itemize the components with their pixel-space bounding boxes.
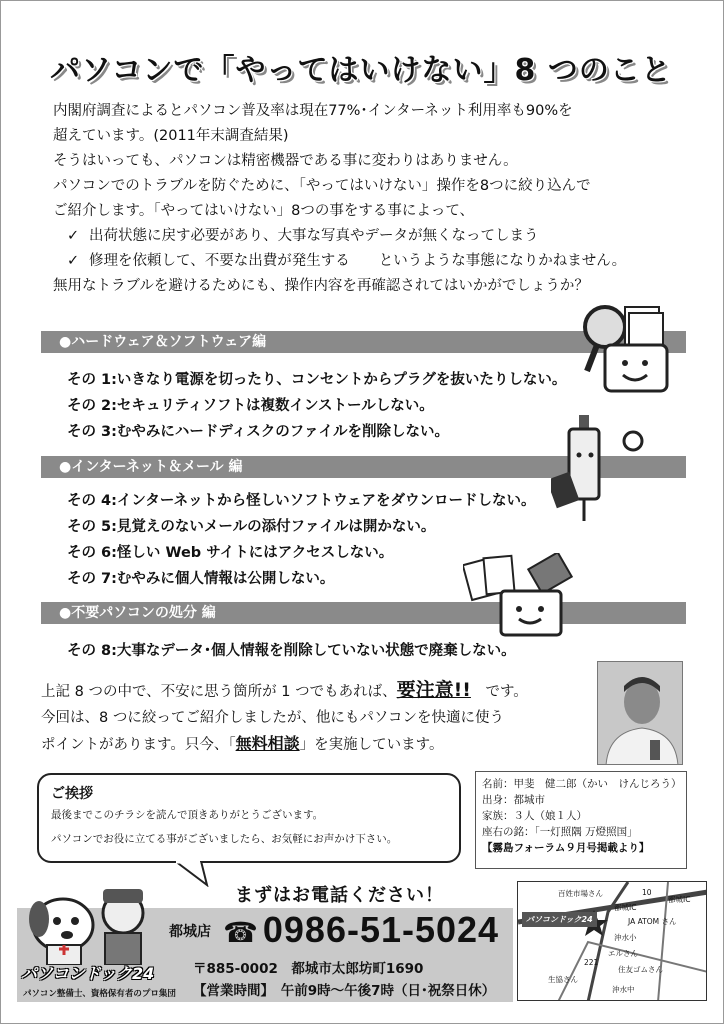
greeting-heading: ご挨拶 bbox=[51, 786, 93, 802]
closing-line bbox=[41, 731, 601, 758]
person-portrait-icon bbox=[598, 662, 683, 765]
flyer-title: パソコンで「やってはいけない」8 つのこと bbox=[50, 53, 672, 88]
closing-line bbox=[41, 677, 601, 705]
phone-digits: 0986-51-5024 bbox=[262, 909, 500, 950]
disposal-items bbox=[67, 638, 516, 664]
rule-item: その 3:むやみにハードディスクのファイルを削除しない。 bbox=[67, 424, 449, 440]
brand-tagline: パソコン整備士、資格保有者のプロ集団 bbox=[23, 989, 176, 999]
closing-text bbox=[41, 677, 601, 758]
location-map bbox=[517, 881, 707, 1001]
intro-line: パソコンでのトラブルを防ぐために、「やってはいけない」操作を8つに絞り込んで bbox=[53, 178, 591, 194]
intro-line: 超えています。(2011年末調査結果) bbox=[53, 128, 289, 144]
rule-item: その 5:見覚えのないメールの添付ファイルは開かない。 bbox=[67, 519, 436, 535]
intro-line: 内閣府調査によるとパソコン普及率は現在77%･インターネット利用率も90%を bbox=[53, 103, 573, 119]
intro-line: 無用なトラブルを避けるためにも、操作内容を再確認されてはいかがでしょうか？ bbox=[53, 278, 589, 294]
closing-text-part: ポイントがあります。只今、「 bbox=[41, 737, 236, 753]
check-item bbox=[53, 224, 673, 249]
closing-text-part: です。 bbox=[485, 684, 528, 700]
map-route-number: 221 bbox=[584, 958, 599, 967]
call-to-action: まずはお電話ください！ bbox=[235, 885, 444, 906]
section-heading-disposal: ●不要パソコンの処分 編 bbox=[41, 602, 686, 624]
free-consult-label: 無料相談 bbox=[235, 734, 300, 753]
profile-note: 【霧島フォーラム９月号掲載より】 bbox=[482, 842, 650, 854]
greeting-bubble bbox=[37, 773, 461, 863]
rule-item: その 8:大事なデータ･個人情報を削除していない状態で廃棄しない。 bbox=[67, 643, 516, 659]
check-text: 出荷状態に戻す必要があり、大事な写真やデータが無くなってしまう bbox=[89, 228, 539, 244]
check-icon: ✓ bbox=[67, 253, 80, 269]
intro-line: ご紹介します。「やってはいけない」8つの事をする事によって、 bbox=[53, 203, 475, 219]
check-text: 修理を依頼して、不要な出費が発生する というような事態になりかねません。 bbox=[89, 253, 627, 269]
map-route-number: 10 bbox=[642, 888, 652, 897]
intro-line: そうはいっても、パソコンは精密機器である事に変わりはありません。 bbox=[53, 153, 518, 169]
phone-number[interactable] bbox=[223, 909, 499, 951]
branch-name: 都城店 bbox=[169, 924, 211, 940]
rule-item: その 7:むやみに個人情報は公開しない。 bbox=[67, 571, 335, 587]
section-heading-hardware: ●ハードウェア＆ソフトウェア編 bbox=[41, 331, 686, 353]
check-item bbox=[53, 249, 673, 274]
staff-profile bbox=[475, 771, 687, 869]
map-label: 沖水中 bbox=[612, 985, 635, 994]
closing-text-part: 上記 8 つの中で、不安に思う箇所が 1 つでもあれば、 bbox=[41, 684, 397, 700]
map-store-badge: パソコンドック24 bbox=[522, 912, 597, 927]
profile-family: 家族：３人（娘１人） bbox=[482, 810, 587, 822]
profile-birthplace: 出身：都城市 bbox=[482, 794, 545, 806]
greeting-line: 最後までこのチラシを読んで頂きありがとうございます。 bbox=[51, 809, 324, 821]
hardware-items bbox=[67, 367, 566, 445]
phone-icon: ☎ bbox=[223, 917, 259, 948]
greeting-line: パソコンでお役に立てる事がございましたら、お気軽にお声かけ下さい。 bbox=[51, 833, 398, 845]
map-label: 沖水小 bbox=[614, 933, 637, 942]
map-label: 住友ゴムさん bbox=[618, 965, 663, 974]
caution-label: 要注意!! bbox=[396, 679, 471, 701]
section-heading-internet: ●インターネット＆メール 編 bbox=[41, 456, 686, 478]
profile-motto: 座右の銘：「一灯照隅 万燈照国」 bbox=[482, 826, 638, 838]
map-label: 百姓市場さん bbox=[558, 889, 603, 898]
closing-line: 今回は、8 つに絞ってご紹介しましたが、他にもパソコンを快適に使う bbox=[41, 710, 505, 726]
map-label: 都城IC bbox=[668, 895, 691, 904]
bubble-tail bbox=[171, 861, 221, 887]
rule-item: その 4:インターネットから怪しいソフトウェアをダウンロードしない。 bbox=[67, 493, 536, 509]
map-label: 都城IC bbox=[614, 903, 637, 912]
rule-item: その 6:怪しい Web サイトにはアクセスしない。 bbox=[67, 545, 394, 561]
map-label: JA ATOM さん bbox=[628, 917, 677, 926]
map-label: 生協さん bbox=[548, 975, 578, 984]
rule-item: その 1:いきなり電源を切ったり、コンセントからプラグを抜いたりしない。 bbox=[67, 372, 567, 388]
check-icon: ✓ bbox=[67, 228, 80, 244]
profile-name: 名前：甲斐 健二郎（かい けんじろう） bbox=[482, 778, 682, 790]
trash-box-illustration bbox=[463, 553, 583, 639]
store-address: 〒885-0002 都城市太郎坊町1690 bbox=[193, 961, 424, 977]
map-label: エルさん bbox=[608, 949, 638, 958]
computer-magnifier-illustration bbox=[577, 301, 687, 401]
rule-item: その 2:セキュリティソフトは複数インストールしない。 bbox=[67, 398, 434, 414]
closing-text-part: 」を実施しています。 bbox=[299, 737, 444, 753]
intro-text bbox=[53, 99, 673, 299]
business-hours: 【営業時間】 午前9時～午後7時（日･祝祭日休） bbox=[193, 983, 496, 999]
mascot-dog-icon bbox=[19, 879, 169, 965]
brand-logo: パソコンドック24 bbox=[21, 964, 155, 983]
staff-photo bbox=[597, 661, 683, 765]
syringe-illustration bbox=[551, 405, 651, 525]
